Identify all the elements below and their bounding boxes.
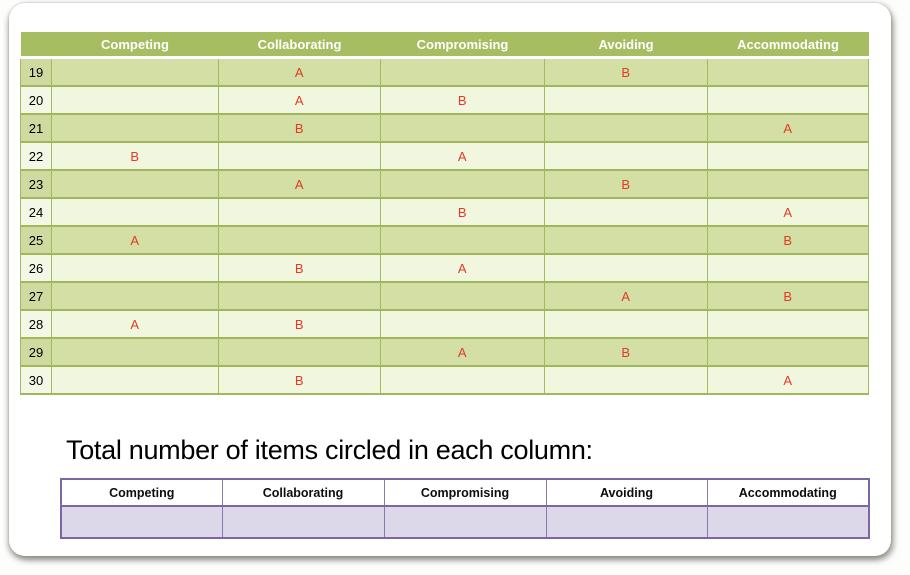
answer-cell-compromising: A xyxy=(381,254,545,282)
answer-cell-avoiding: B xyxy=(545,170,708,198)
answer-cell-compromising xyxy=(381,282,545,310)
answer-cell-competing xyxy=(52,366,219,394)
answer-cell-collaborating: B xyxy=(219,114,381,142)
col-header-collaborating: Collaborating xyxy=(219,32,381,58)
row-number: 22 xyxy=(21,142,52,170)
table-row xyxy=(21,366,869,394)
answer-cell-collaborating xyxy=(219,282,381,310)
row-number: 28 xyxy=(21,310,52,338)
table-row xyxy=(21,310,869,338)
answer-cell-accommodating: A xyxy=(708,366,869,394)
answer-cell-accommodating xyxy=(708,86,869,114)
table-row xyxy=(21,282,869,310)
answer-cell-compromising: B xyxy=(381,198,545,226)
answer-cell-competing xyxy=(52,58,219,87)
row-number: 21 xyxy=(21,114,52,142)
answer-cell-competing xyxy=(52,282,219,310)
worksheet-page xyxy=(9,3,891,556)
answer-cell-accommodating: A xyxy=(708,198,869,226)
row-number: 19 xyxy=(21,58,52,87)
answer-cell-collaborating: A xyxy=(219,58,381,87)
answer-cell-accommodating: A xyxy=(708,114,869,142)
totals-header-compromising: Compromising xyxy=(384,479,546,506)
total-input-accommodating[interactable] xyxy=(707,506,869,538)
answer-cell-avoiding: A xyxy=(545,282,708,310)
table-row xyxy=(21,58,869,87)
answer-cell-avoiding xyxy=(545,198,708,226)
answer-cell-competing xyxy=(52,170,219,198)
table-row xyxy=(21,338,869,366)
row-number: 24 xyxy=(21,198,52,226)
table-row xyxy=(21,142,869,170)
total-input-compromising[interactable] xyxy=(384,506,546,538)
row-number: 23 xyxy=(21,170,52,198)
answer-cell-competing xyxy=(52,198,219,226)
answer-cell-collaborating: B xyxy=(219,366,381,394)
scoring-header-row xyxy=(21,32,869,58)
table-row xyxy=(21,170,869,198)
totals-table xyxy=(60,478,870,539)
answer-cell-competing: B xyxy=(52,142,219,170)
table-row xyxy=(21,198,869,226)
answer-cell-competing: A xyxy=(52,310,219,338)
answer-cell-collaborating xyxy=(219,142,381,170)
col-header-competing: Competing xyxy=(52,32,219,58)
totals-header-collaborating: Collaborating xyxy=(222,479,384,506)
answer-cell-avoiding xyxy=(545,254,708,282)
answer-cell-competing xyxy=(52,114,219,142)
answer-cell-compromising xyxy=(381,58,545,87)
answer-cell-avoiding xyxy=(545,142,708,170)
row-number: 25 xyxy=(21,226,52,254)
table-row xyxy=(21,114,869,142)
answer-cell-competing: A xyxy=(52,226,219,254)
answer-cell-avoiding xyxy=(545,310,708,338)
totals-header-competing: Competing xyxy=(61,479,222,506)
answer-cell-accommodating xyxy=(708,170,869,198)
total-input-collaborating[interactable] xyxy=(222,506,384,538)
totals-header-row xyxy=(61,479,869,506)
answer-cell-compromising xyxy=(381,310,545,338)
table-row xyxy=(21,226,869,254)
answer-cell-collaborating: B xyxy=(219,310,381,338)
answer-cell-avoiding xyxy=(545,86,708,114)
answer-cell-compromising xyxy=(381,226,545,254)
answer-cell-avoiding: B xyxy=(545,58,708,87)
answer-cell-accommodating xyxy=(708,338,869,366)
answer-cell-competing xyxy=(52,254,219,282)
answer-cell-avoiding xyxy=(545,114,708,142)
answer-cell-compromising: B xyxy=(381,86,545,114)
answer-cell-compromising xyxy=(381,366,545,394)
row-number: 20 xyxy=(21,86,52,114)
col-header-accommodating: Accommodating xyxy=(708,32,869,58)
answer-cell-accommodating xyxy=(708,310,869,338)
answer-cell-collaborating xyxy=(219,198,381,226)
answer-cell-collaborating xyxy=(219,338,381,366)
table-row xyxy=(21,254,869,282)
row-number: 30 xyxy=(21,366,52,394)
totals-heading: Total number of items circled in each column: xyxy=(66,435,593,465)
totals-header-avoiding: Avoiding xyxy=(546,479,707,506)
corner-cell xyxy=(21,32,52,58)
answer-cell-compromising: A xyxy=(381,338,545,366)
total-input-avoiding[interactable] xyxy=(546,506,707,538)
answer-cell-accommodating: B xyxy=(708,282,869,310)
totals-value-row xyxy=(61,506,869,538)
table-row xyxy=(21,86,869,114)
answer-cell-compromising xyxy=(381,170,545,198)
answer-cell-collaborating: B xyxy=(219,254,381,282)
row-number: 26 xyxy=(21,254,52,282)
answer-cell-collaborating: A xyxy=(219,170,381,198)
answer-cell-compromising: A xyxy=(381,142,545,170)
col-header-avoiding: Avoiding xyxy=(545,32,708,58)
answer-cell-accommodating xyxy=(708,254,869,282)
row-number: 27 xyxy=(21,282,52,310)
answer-cell-competing xyxy=(52,338,219,366)
answer-cell-accommodating xyxy=(708,142,869,170)
answer-cell-avoiding xyxy=(545,366,708,394)
answer-cell-avoiding: B xyxy=(545,338,708,366)
answer-cell-avoiding xyxy=(545,226,708,254)
totals-header-accommodating: Accommodating xyxy=(707,479,869,506)
total-input-competing[interactable] xyxy=(61,506,222,538)
answer-cell-collaborating xyxy=(219,226,381,254)
scoring-table xyxy=(20,32,869,395)
col-header-compromising: Compromising xyxy=(381,32,545,58)
answer-cell-accommodating xyxy=(708,58,869,87)
answer-cell-accommodating: B xyxy=(708,226,869,254)
answer-cell-compromising xyxy=(381,114,545,142)
answer-cell-collaborating: A xyxy=(219,86,381,114)
answer-cell-competing xyxy=(52,86,219,114)
row-number: 29 xyxy=(21,338,52,366)
